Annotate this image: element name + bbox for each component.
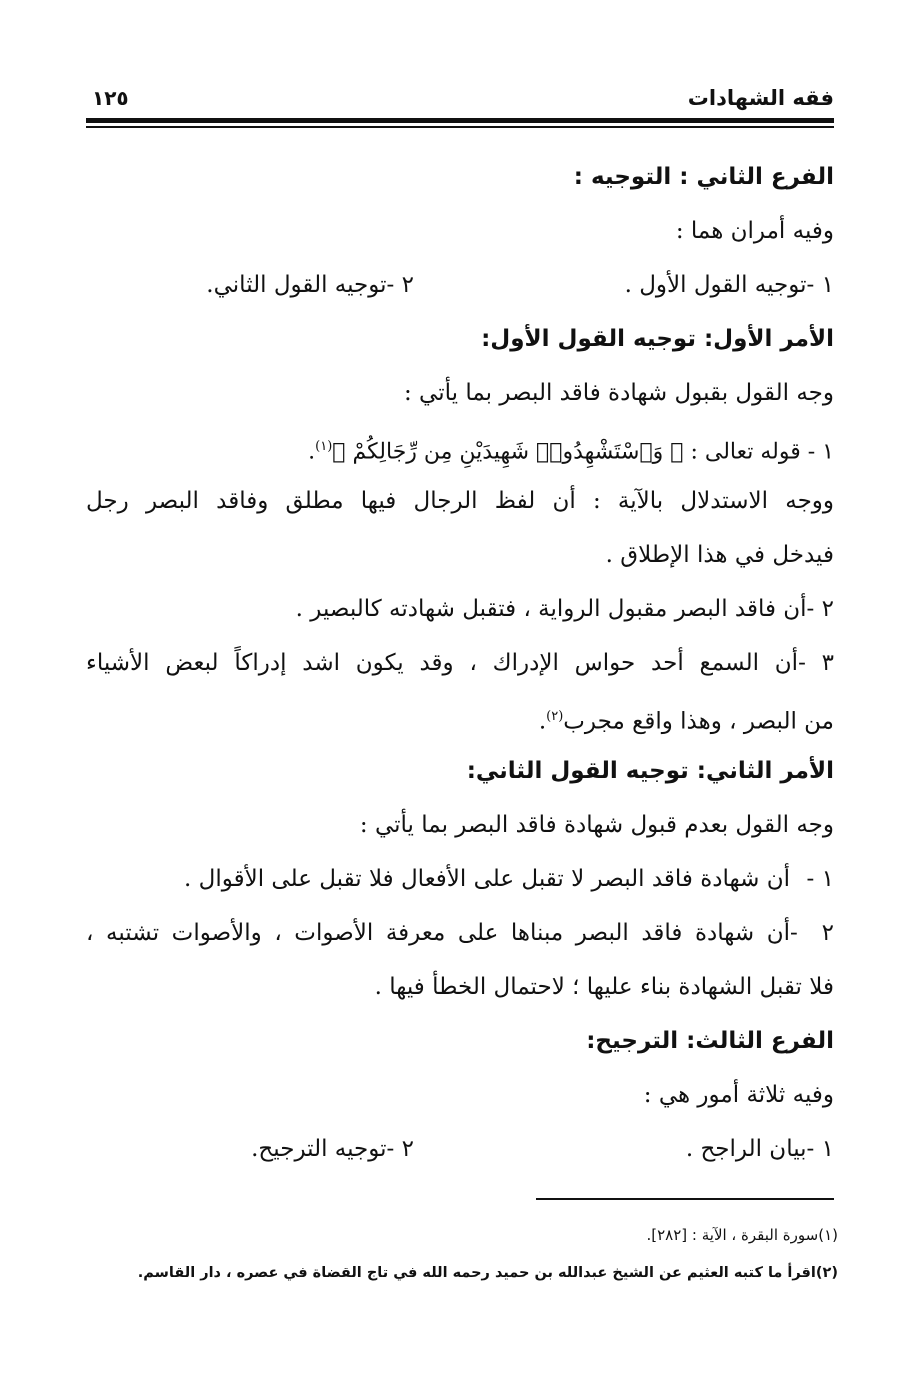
- main-text: [86, 150, 834, 1176]
- footnote-separator: [536, 1198, 834, 1200]
- paragraph-line: فلا تقبل الشهادة بناء عليها ؛ لاحتمال الخطأ فيها .: [374, 974, 834, 1000]
- list-number: ٢ -: [790, 920, 834, 946]
- paragraph-text: من البصر ، وهذا واقع مجرب: [563, 708, 834, 735]
- list-two-items: [86, 1122, 834, 1176]
- list-item: ٢ -توجيه الترجيح.: [251, 1136, 414, 1162]
- list-two-items: [86, 258, 834, 312]
- subheading-second-matter: الأمر الثاني: توجيه القول الثاني:: [466, 758, 834, 784]
- paragraph-line: [86, 690, 834, 744]
- footnotes: [86, 1216, 838, 1292]
- list-item: ٢ -أن فاقد البصر مقبول الرواية ، فتقبل شهادته كالبصير .: [295, 596, 834, 622]
- list-item: ٢ -توجيه القول الثاني.: [206, 272, 414, 298]
- list-text: أن شهادة فاقد البصر مبناها على معرفة الأصوات ، والأصوات تشتبه ،: [86, 920, 790, 946]
- header-rule-thin: [86, 126, 834, 128]
- list-text: أن شهادة فاقد البصر لا تقبل على الأفعال فلا تقبل على الأقوال .: [184, 866, 790, 892]
- paragraph-line: فيدخل في هذا الإطلاق .: [605, 542, 834, 568]
- footnote-ref: (٢): [546, 709, 564, 724]
- footnote-1: (١)سورة البقرة ، الآية : [٢٨٢].: [646, 1226, 838, 1244]
- footnote-2: (٢)اقرأ ما كتبه العثيم عن الشيخ عبدالله بن حميد رحمه الله في تاج القضاة في عصره ، دار القاسم.: [137, 1265, 838, 1281]
- paragraph-line: ووجه الاستدلال بالآية : أن لفظ الرجال فيها مطلق وفاقد البصر رجل: [86, 488, 834, 514]
- quran-verse-line: [86, 420, 834, 474]
- section-heading-tawjih: الفرع الثاني : التوجيه :: [573, 164, 834, 190]
- header-rule-thick: [86, 118, 834, 123]
- paragraph: وفيه ثلاثة أمور هي :: [643, 1082, 834, 1108]
- line-end: .: [308, 439, 316, 465]
- page-number: ١٢٥: [92, 86, 129, 110]
- header-title: فقه الشهادات: [687, 86, 834, 110]
- paragraph-line: ٣ -أن السمع أحد حواس الإدراك ، وقد يكون اشد إدراكاً لبعض الأشياء: [86, 650, 834, 676]
- paragraph: وجه القول بقبول شهادة فاقد البصر بما يأتي :: [404, 380, 834, 406]
- list-item: ١ -بيان الراجح .: [685, 1136, 834, 1162]
- list-number: ١ -: [806, 866, 834, 892]
- subheading-first-matter: الأمر الأول: توجيه القول الأول:: [481, 326, 834, 352]
- verse-text: ١ - قوله تعالى : ﴿ وَٱسْتَشْهِدُوا۟ شَهِيدَيْنِ مِن رِّجَالِكُمْ ﴾: [332, 439, 834, 465]
- section-heading-tarjih: الفرع الثالث: الترجيح:: [586, 1028, 834, 1054]
- paragraph: وفيه أمران هما :: [675, 218, 834, 244]
- line-end: .: [538, 708, 547, 735]
- list-item: ١ -توجيه القول الأول .: [624, 272, 834, 298]
- running-header: [86, 82, 834, 116]
- footnote-ref: (١): [315, 439, 333, 454]
- list-item: [86, 852, 834, 906]
- list-item: [86, 906, 834, 960]
- paragraph: وجه القول بعدم قبول شهادة فاقد البصر بما يأتي :: [359, 812, 834, 838]
